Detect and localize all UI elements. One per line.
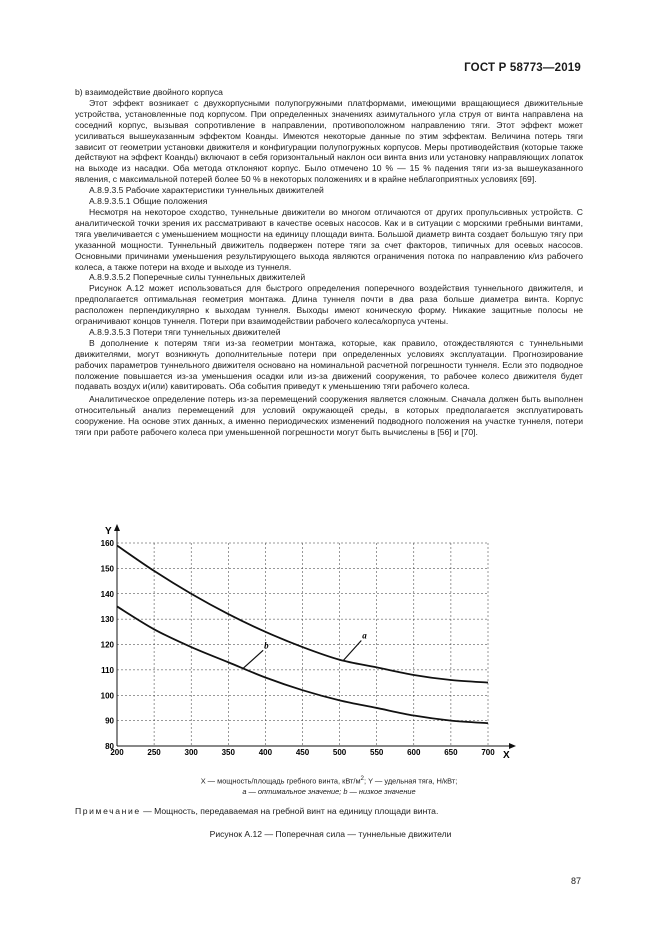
y-tick-label: 140: [100, 589, 114, 599]
paragraph: А.8.9.3.5.2 Поперечные силы туннельных движителей: [89, 272, 306, 283]
body-text: [75, 87, 583, 438]
note-text: — Мощность, передаваемая на гребной винт на единицу площади винта.: [140, 806, 439, 816]
x-tick-label: 400: [258, 748, 273, 757]
paragraph: А.8.9.3.5.3 Потери тяги туннельных движителей: [89, 326, 281, 337]
series-line-a: [117, 546, 488, 683]
paragraph: Этот эффект возникает с двухкорпусными полупогружными платформами, имеющими вращающиеся движительные устройства, установленные под корпусом. При определенных значениях азимутального угла струя от винта направлена на соседний корпус, вызывая сопротивление в направлении, противоположном направлению тяги. Этот эффект может усиливаться вышеуказанным эффектом Коанды. Имеются некоторые данные по этим эффектам. Величина потерь тяги зависит от геометрии установки движителя и конфигурации полупогружных корпусов. Меры противодействия (которые также действуют на эффект Коанды) включают в себя горизонтальный наклон оси винта вниз или установку направляющих лопаток на выходе из насадки. Оба метода отклоняют корпус. Было отмечено 10 % — 15 % падения тяги из-за вышеуказанного явления, с максимальной потерей более 50 % в некоторых положениях и в крайне неблагоприятных условиях [69].: [75, 97, 583, 185]
paragraph: Аналитическое определение потерь из-за перемещений сооружения является сложным. Сначала должен быть выполнен относительный анализ перемещений для условий окружающей среды, в которых предполагается эксплуатировать сооружение. На основе этих данных, а именно периодических изменений подводного положения на участке туннеля, потери тяги при работе рабочего колеса при уменьшенной погрешности могут быть вычислены в [56] и [70].: [75, 394, 583, 438]
standard-header: ГОСТ Р 58773—2019: [464, 62, 581, 74]
y-axis-label: Y: [105, 526, 112, 537]
legend-x-text: X — мощность/площадь гребного винта, кВт/м: [200, 776, 361, 786]
y-tick-label: 90: [105, 716, 114, 726]
x-tick-label: 700: [481, 748, 495, 757]
figure-note: [75, 806, 583, 816]
x-axis-arrow: [509, 743, 516, 749]
y-tick-label: 150: [100, 564, 114, 574]
x-tick-label: 600: [407, 748, 421, 757]
legend-series-line: a — оптимальное значение; b — низкое значение: [242, 786, 416, 796]
chart-legend: [75, 774, 583, 797]
note-label: Примечание: [75, 806, 141, 816]
chart-grid: [117, 543, 488, 746]
series-leader-a: [343, 640, 361, 660]
figure-caption: Рисунок А.12 — Поперечная сила — туннельные движители: [209, 829, 452, 839]
paragraph: А.8.9.3.5 Рабочие характеристики туннельных движителей: [89, 185, 324, 196]
x-tick-label: 300: [184, 748, 198, 757]
series-label-b: b: [264, 640, 269, 651]
x-tick-label: 250: [147, 748, 161, 757]
y-tick-label: 120: [100, 640, 114, 650]
x-tick-label: 450: [295, 748, 310, 757]
chart-ticks: [101, 539, 496, 757]
chart-axes: [114, 524, 516, 749]
page-number: 87: [570, 876, 581, 886]
y-axis-arrow: [114, 524, 120, 531]
chart-labels: [105, 526, 510, 761]
legend-y-text: ; Y — удельная тяга, Н/кВт;: [363, 776, 458, 786]
paragraph: В дополнение к потерям тяги из-за геометрии монтажа, которые, как правило, отождествляются с туннельными движителями, могут возникнуть дополнительные потери при определенных условиях эксплуатации. Прогнозирование рабочих параметров туннельного движителя основано на номинальной расчетной погрешности туннеля. Если это подводное положение повышается из-за уменьшения осадки или из-за движений сооружения, то рабочее колесо движителя будет подавать воздух и(или) кавитировать. Оба события приведут к уменьшению тяги рабочего колеса.: [75, 337, 583, 392]
x-tick-label: 550: [370, 748, 384, 757]
thrust-chart: [75, 523, 535, 763]
y-tick-label: 100: [100, 691, 114, 701]
x-tick-label: 350: [221, 748, 235, 757]
series-leader-b: [243, 650, 263, 668]
paragraph: А.8.9.3.5.1 Общие положения: [89, 196, 208, 207]
y-tick-label: 80: [105, 742, 114, 751]
series-label-a: a: [362, 630, 367, 641]
paragraph: Несмотря на некоторое сходство, туннельные движители во многом отличаются от других пропульсивных устройств. С аналитической точки зрения их рассматривают в качестве осевых насосов. Как и в ситуации с морскими гребными винтами, тяга увеличивается с уменьшением мощности на единицу площади винта. Большой диаметр винта создает большую тягу при указанной мощности. Туннельный движитель подвержен потере тяги за счет факторов, типичных для осевых насосов. Основными причинами уменьшения результирующего выхода являются ограничения потока по направлению к/из рабочего колеса, а также потери на входе и выходе из туннеля.: [75, 206, 583, 272]
x-tick-label: 500: [332, 748, 347, 757]
paragraph: Рисунок А.12 может использоваться для быстрого определения поперечного воздействия туннельного движителя, и предполагается оптимальная геометрия монтажа. Длина туннеля почти в два раза больше диаметра винта. Корпус расположен перпендикулярно к выходам туннеля. Выходы имеют коническую форму. Никакие защитные полосы не ограничивают концов туннеля. Потери при взаимодействии рабочего колеса/корпуса учтены.: [75, 283, 583, 327]
x-tick-label: 200: [110, 748, 124, 757]
x-tick-label: 650: [444, 748, 458, 757]
paragraph: b) взаимодействие двойного корпуса: [75, 87, 223, 97]
x-axis-label: X: [503, 750, 510, 761]
y-tick-label: 130: [100, 615, 114, 625]
legend-axes-line: [75, 774, 583, 787]
y-tick-label: 160: [100, 539, 114, 548]
legend-sup: 2: [360, 775, 364, 782]
y-tick-label: 110: [101, 665, 114, 675]
